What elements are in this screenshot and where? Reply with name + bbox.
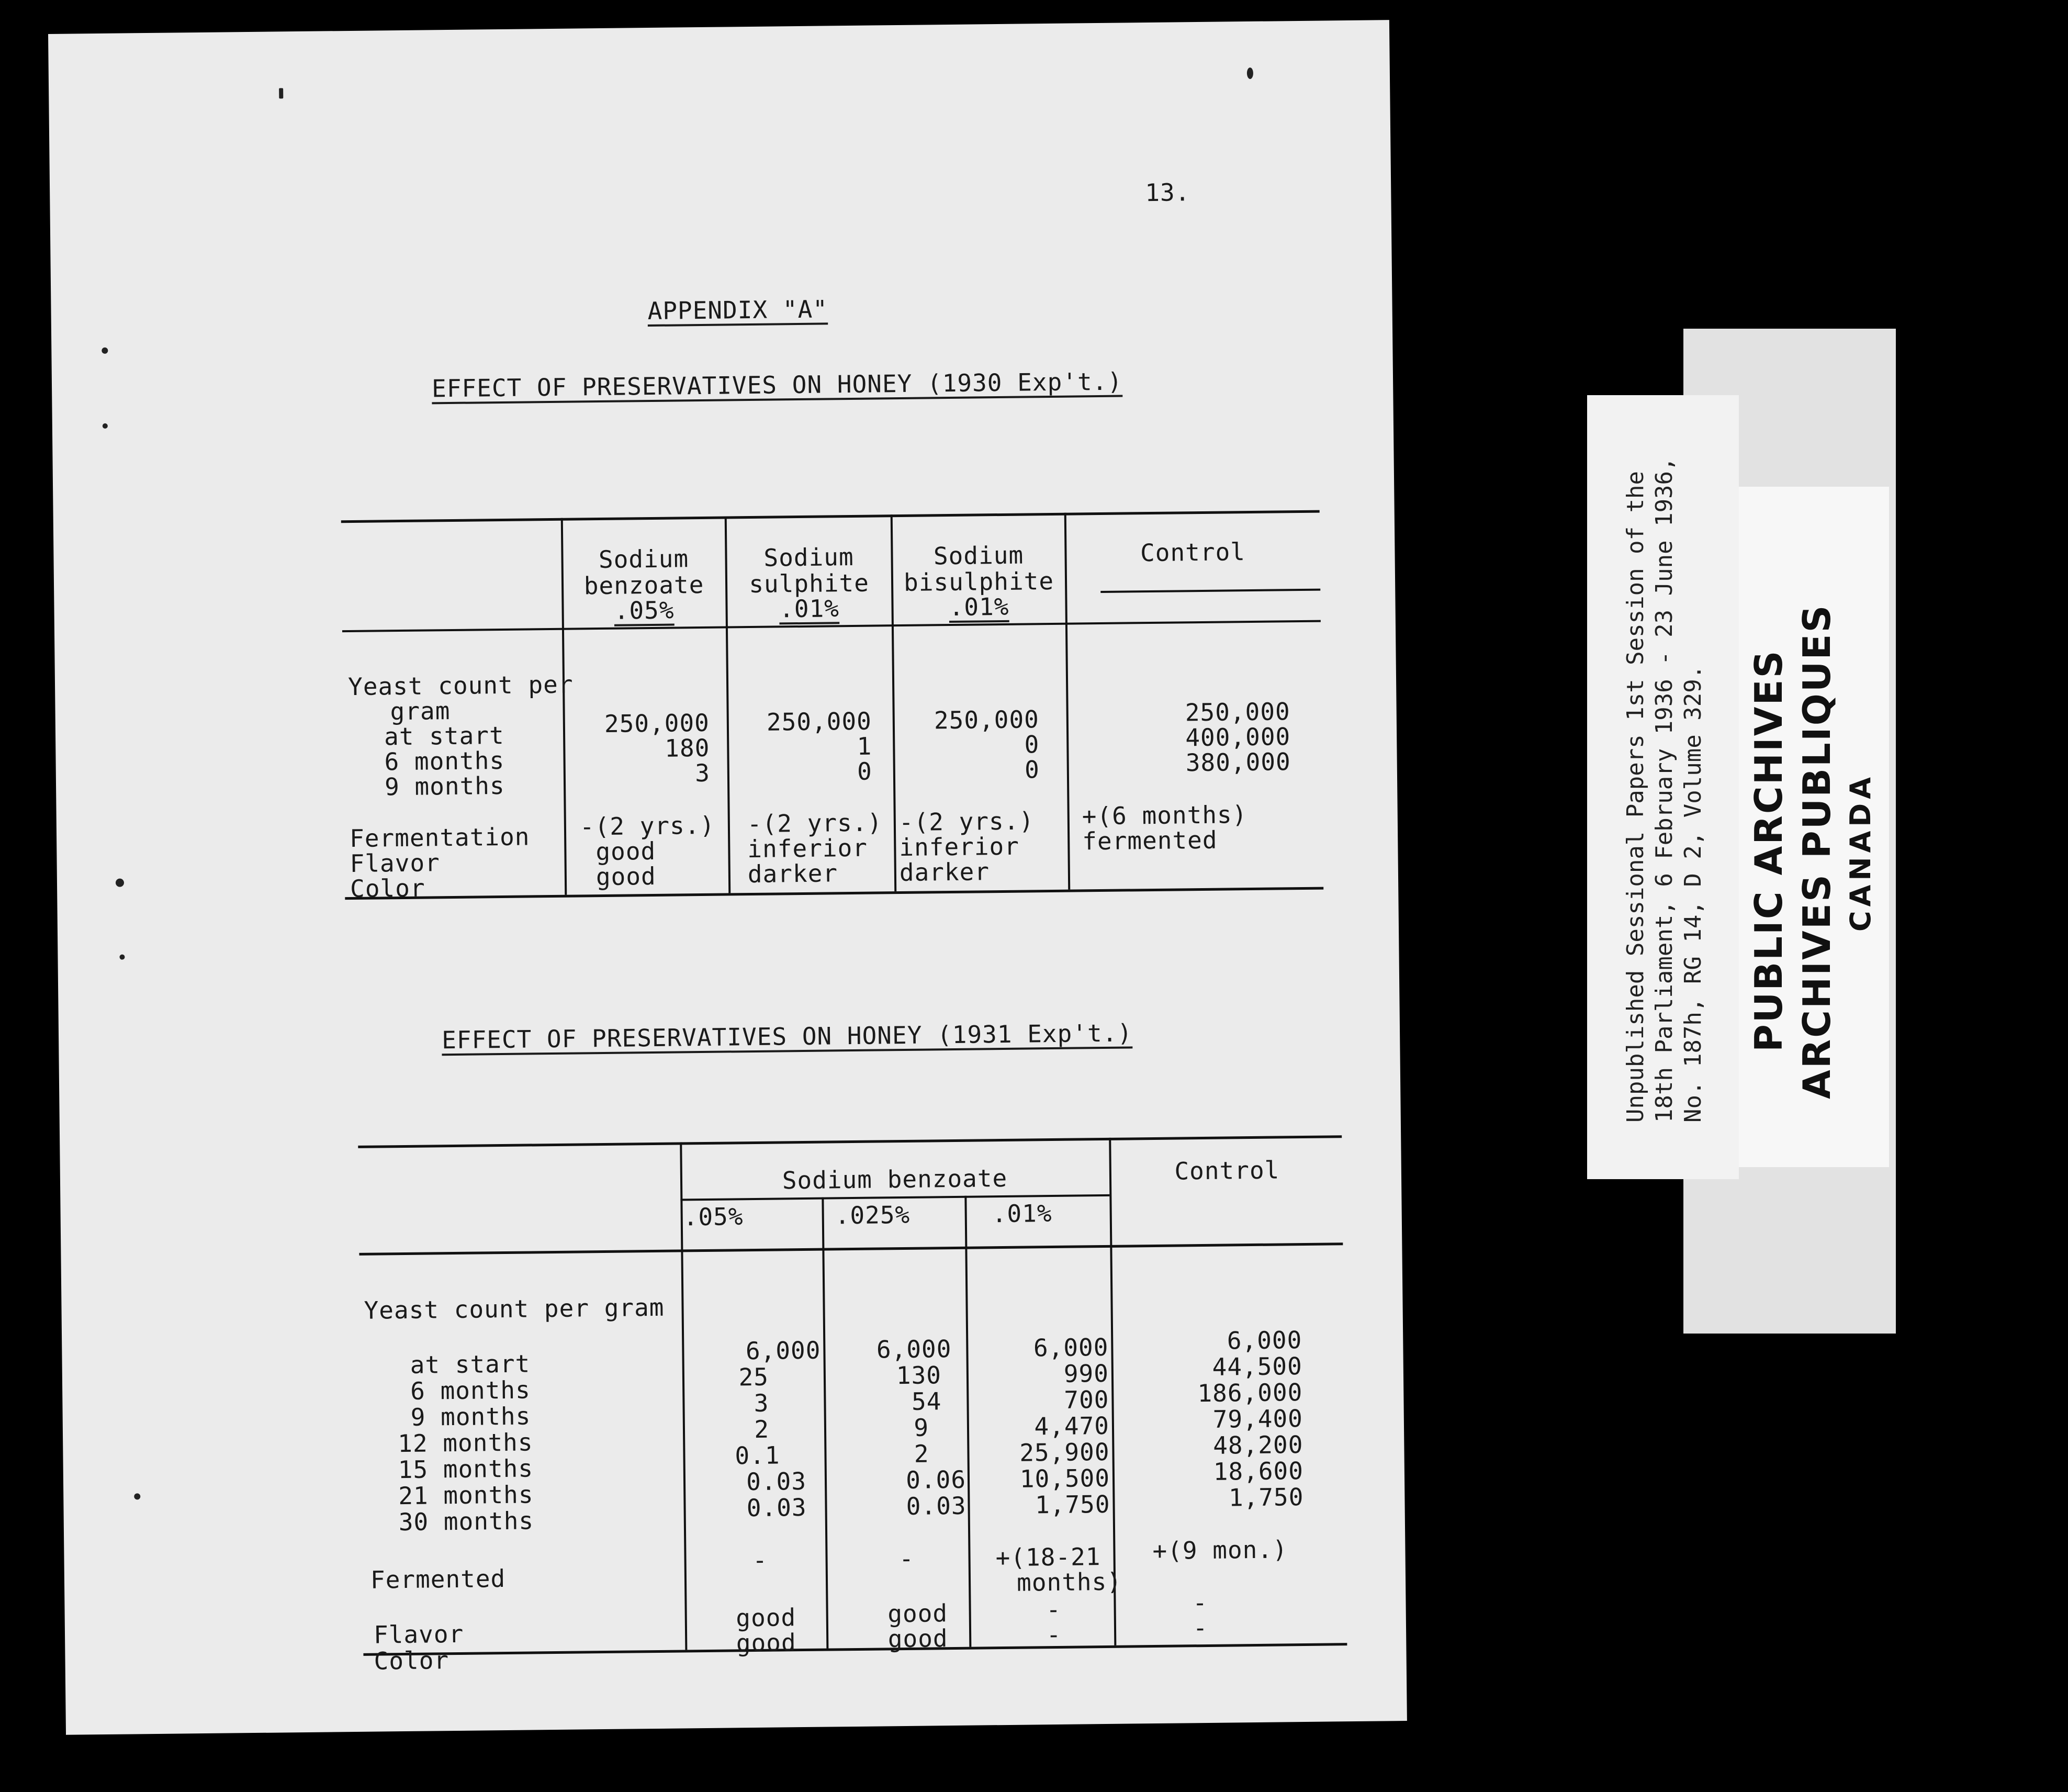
cell: 6,000 <box>876 1335 952 1364</box>
cell: 1 <box>857 732 872 760</box>
cell: 3 <box>754 1388 769 1418</box>
row-label: 6 months <box>384 746 505 776</box>
cell: 25,900 <box>1019 1437 1110 1467</box>
cell: inferior <box>899 832 1020 862</box>
punch-mark <box>116 879 124 887</box>
table-rule <box>358 1135 1342 1148</box>
cell: darker <box>899 857 990 887</box>
col-header: bisulphite <box>903 566 1054 597</box>
cell: 700 <box>1064 1385 1109 1414</box>
cell: - <box>1192 1588 1208 1617</box>
cell: 1,750 <box>1035 1489 1110 1519</box>
table-rule <box>363 1643 1347 1656</box>
cell: 250,000 <box>934 705 1040 735</box>
cell: - <box>1046 1620 1062 1649</box>
cell: good <box>887 1624 948 1653</box>
table2-title: EFFECT OF PRESERVATIVES ON HONEY (1931 Exp't.) <box>441 1018 1133 1055</box>
cell: 18,600 <box>1213 1457 1304 1486</box>
cell: 0.03 <box>906 1491 966 1520</box>
cell: 9 <box>913 1413 929 1442</box>
row-label: 9 months <box>410 1402 531 1431</box>
archive-slip-line: Unpublished Sessional Papers 1st Session of the <box>1622 471 1649 1123</box>
punch-mark <box>103 423 108 429</box>
cell: 25 <box>738 1362 769 1392</box>
cell: 6,000 <box>745 1336 821 1365</box>
cell: 0 <box>857 757 873 786</box>
cell: 0.1 <box>735 1441 780 1470</box>
row-label: Flavor <box>373 1619 464 1649</box>
cell: 0.06 <box>905 1465 966 1494</box>
row-label: Flavor <box>350 848 441 878</box>
cell: 0 <box>1024 755 1040 784</box>
col-header: Sodium <box>598 544 689 574</box>
col-header: sulphite <box>749 568 870 599</box>
row-label: Yeast count per <box>347 670 574 701</box>
cell: 0 <box>1024 730 1040 759</box>
punch-mark <box>1247 68 1253 79</box>
archive-stamp-line: ARCHIVES PUBLIQUES <box>1795 603 1839 1099</box>
cell: 400,000 <box>1185 722 1291 752</box>
cell: fermented <box>1082 825 1218 856</box>
cell: darker <box>747 859 838 889</box>
row-label: at start <box>384 721 504 751</box>
cell: 54 <box>911 1387 942 1416</box>
row-label: 15 months <box>398 1454 534 1484</box>
cell: 250,000 <box>1185 697 1290 727</box>
table-rule <box>345 887 1323 900</box>
archive-slip-line: No. 187h, RG 14, D 2, Volume 329. <box>1680 665 1706 1123</box>
cell: 10,500 <box>1019 1463 1110 1493</box>
cell: +(6 months) <box>1082 800 1247 831</box>
col-header: .01% <box>949 592 1009 622</box>
row-label: gram <box>390 697 451 726</box>
cell: months) <box>1016 1567 1122 1597</box>
cell: 4,470 <box>1034 1411 1110 1441</box>
punch-mark <box>119 955 125 960</box>
cell: inferior <box>747 833 868 864</box>
cell: 6,000 <box>1033 1332 1109 1362</box>
cell: 2 <box>754 1415 770 1444</box>
table-rule <box>1100 589 1320 593</box>
group-header: Sodium benzoate <box>782 1163 1008 1195</box>
cell: 250,000 <box>604 708 710 738</box>
row-label: Yeast count per gram <box>364 1293 665 1325</box>
cell: +(9 mon.) <box>1152 1535 1288 1565</box>
cell: 990 <box>1063 1359 1109 1388</box>
cell: - <box>1046 1595 1062 1624</box>
table-rule <box>341 510 1320 523</box>
row-label: Color <box>374 1646 449 1675</box>
cell: - <box>1193 1613 1208 1642</box>
archive-stamp-line: CANADA <box>1844 772 1877 932</box>
cell: good <box>736 1628 796 1657</box>
cell: good <box>736 1603 796 1632</box>
col-header: .01% <box>779 594 840 623</box>
cell: - <box>752 1545 768 1575</box>
table-rule <box>359 1242 1343 1256</box>
cell: 0.03 <box>746 1493 807 1522</box>
subcol-header: .05% <box>683 1202 744 1231</box>
cell: 44,500 <box>1212 1352 1303 1381</box>
col-header: Control <box>1174 1156 1280 1185</box>
cell: 3 <box>694 758 711 788</box>
cell: good <box>595 836 656 866</box>
row-label: Fermentation <box>349 822 530 853</box>
page-number: 13. <box>1145 178 1190 207</box>
row-label: Fermented <box>370 1564 506 1594</box>
cell: +(18-21 <box>995 1542 1101 1572</box>
punch-mark <box>102 348 108 354</box>
row-label: 30 months <box>398 1506 534 1537</box>
col-header: benzoate <box>583 570 704 600</box>
row-label: 21 months <box>398 1480 534 1510</box>
row-label: 12 months <box>397 1428 533 1458</box>
col-header: Control <box>1140 537 1246 567</box>
col-header: .05% <box>614 596 675 625</box>
table1-title: EFFECT OF PRESERVATIVES ON HONEY (1930 Exp't.) <box>431 367 1123 403</box>
punch-mark <box>279 88 283 98</box>
cell: 380,000 <box>1185 747 1291 777</box>
appendix-title: APPENDIX "A" <box>647 295 828 326</box>
cell: 79,400 <box>1212 1404 1303 1433</box>
col-header: Sodium <box>933 541 1024 570</box>
cell: good <box>887 1599 948 1628</box>
cell: good <box>595 861 656 891</box>
cell: 186,000 <box>1197 1378 1303 1408</box>
cell: 130 <box>896 1361 942 1390</box>
row-label: 9 months <box>384 771 505 801</box>
cell: -(2 yrs.) <box>579 811 715 841</box>
cell: -(2 yrs.) <box>898 807 1035 837</box>
row-label: Color <box>350 873 425 903</box>
cell: 6,000 <box>1227 1326 1302 1355</box>
subcol-header: .01% <box>992 1199 1052 1228</box>
cell: 1,750 <box>1228 1483 1304 1512</box>
archive-stamp-line: PUBLIC ARCHIVES <box>1747 649 1791 1052</box>
document-page <box>48 20 1407 1735</box>
table-divider <box>1064 513 1071 890</box>
col-header: Sodium <box>763 542 854 572</box>
subcol-header: .025% <box>835 1200 911 1230</box>
cell: -(2 yrs.) <box>747 808 883 838</box>
punch-mark <box>134 1493 140 1499</box>
cell: 48,200 <box>1212 1430 1303 1460</box>
cell: 0.03 <box>746 1466 807 1496</box>
cell: 250,000 <box>766 707 872 736</box>
row-label: at start <box>410 1349 531 1379</box>
row-label: 6 months <box>410 1375 531 1405</box>
cell: - <box>898 1544 915 1573</box>
archive-slip-line: 18th Parliament, 6 February 1936 - 23 June 1936, <box>1651 457 1678 1123</box>
cell: 2 <box>914 1439 929 1468</box>
cell: 180 <box>664 733 710 763</box>
